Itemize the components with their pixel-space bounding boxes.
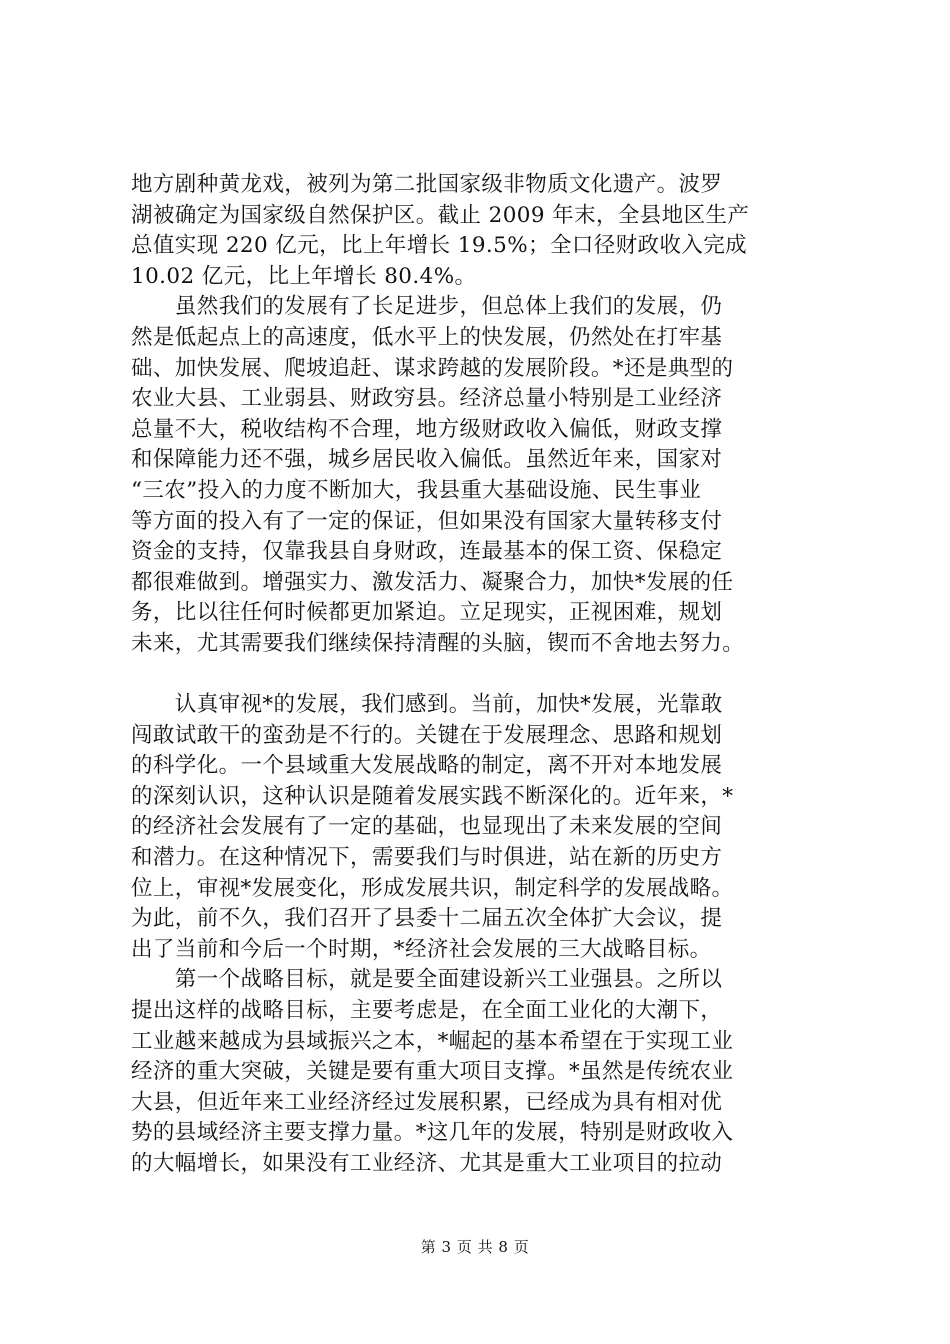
text-line: 工业越来越成为县域振兴之本，*崛起的基本希望在于实现工业	[131, 1028, 734, 1054]
text-line: 的经济社会发展有了一定的基础，也显现出了未来发展的空间	[131, 814, 723, 840]
text-line: 的大幅增长，如果没有工业经济、尤其是重大工业项目的拉动	[131, 1151, 723, 1176]
text-line: 为此，前不久，我们召开了县委十二届五次全体扩大会议，提	[131, 906, 723, 932]
text-line: 认真审视*的发展，我们感到。当前，加快*发展，光靠敢	[131, 692, 723, 718]
text-line: 都很难做到。增强实力、激发活力、凝聚合力，加快*发展的任	[131, 569, 734, 595]
text-line: 农业大县、工业弱县、财政穷县。经济总量小特别是工业经济	[131, 386, 723, 412]
text-line: “三农”投入的力度不断加大，我县重大基础设施、民生事业	[131, 477, 702, 503]
text-line: 础、加快发展、爬坡追赶、谋求跨越的发展阶段。*还是典型的	[131, 355, 734, 381]
paragraph-gap	[131, 660, 831, 691]
text-line: 地方剧种黄龙戏，被列为第二批国家级非物质文化遗产。波罗	[131, 172, 723, 197]
text-line: 势的县域经济主要支撑力量。*这几年的发展，特别是财政收入	[131, 1120, 734, 1146]
text-line: 的科学化。一个县域重大发展战略的制定，离不开对本地发展	[131, 753, 723, 779]
text-line: 和保障能力还不强，城乡居民收入偏低。虽然近年来，国家对	[131, 447, 723, 473]
text-line: 总量不大，税收结构不合理，地方级财政收入偏低，财政支撑	[131, 416, 723, 442]
text-line: 资金的支持，仅靠我县自身财政，连最基本的保工资、保稳定	[131, 539, 723, 565]
text-line: 和潜力。在这种情况下，需要我们与时俱进，站在新的历史方	[131, 845, 723, 871]
text-line: 经济的重大突破，关键是要有重大项目支撑。*虽然是传统农业	[131, 1059, 734, 1085]
document-body	[131, 170, 831, 1180]
text-line: 闯敢试敢干的蛮劲是不行的。关键在于发展理念、思路和规划	[131, 722, 723, 748]
text-line: 总值实现 220 亿元，比上年增长 19.5%；全口径财政收入完成	[131, 233, 748, 259]
page-number-footer: 第 3 页 共 8 页	[420, 1238, 530, 1256]
text-line: 务，比以往任何时候都更加紧迫。立足现实，正视困难，规划	[131, 600, 723, 626]
text-line: 大县，但近年来工业经济经过发展积累，已经成为具有相对优	[131, 1089, 723, 1115]
text-line: 出了当前和今后一个时期，*经济社会发展的三大战略目标。	[131, 936, 712, 962]
text-line: 等方面的投入有了一定的保证，但如果没有国家大量转移支付	[131, 508, 723, 534]
text-line: 10.02 亿元，比上年增长 80.4%。	[131, 263, 477, 289]
text-line: 的深刻认识，这种认识是随着发展实践不断深化的。近年来，*	[131, 783, 734, 809]
text-line: 然是低起点上的高速度，低水平上的快发展，仍然处在打牢基	[131, 324, 723, 350]
text-line: 位上，审视*发展变化，形成发展共识，制定科学的发展战略。	[131, 875, 734, 901]
text-line: 湖被确定为国家级自然保护区。截止 2009 年末，全县地区生产	[131, 202, 750, 228]
text-line: 提出这样的战略目标，主要考虑是，在全面工业化的大潮下，	[131, 998, 723, 1024]
text-line: 虽然我们的发展有了长足进步，但总体上我们的发展，仍	[131, 294, 723, 320]
text-line: 第一个战略目标，就是要全面建设新兴工业强县。之所以	[131, 967, 723, 993]
text-line: 未来，尤其需要我们继续保持清醒的头脑，锲而不舍地去努力。	[131, 630, 745, 656]
